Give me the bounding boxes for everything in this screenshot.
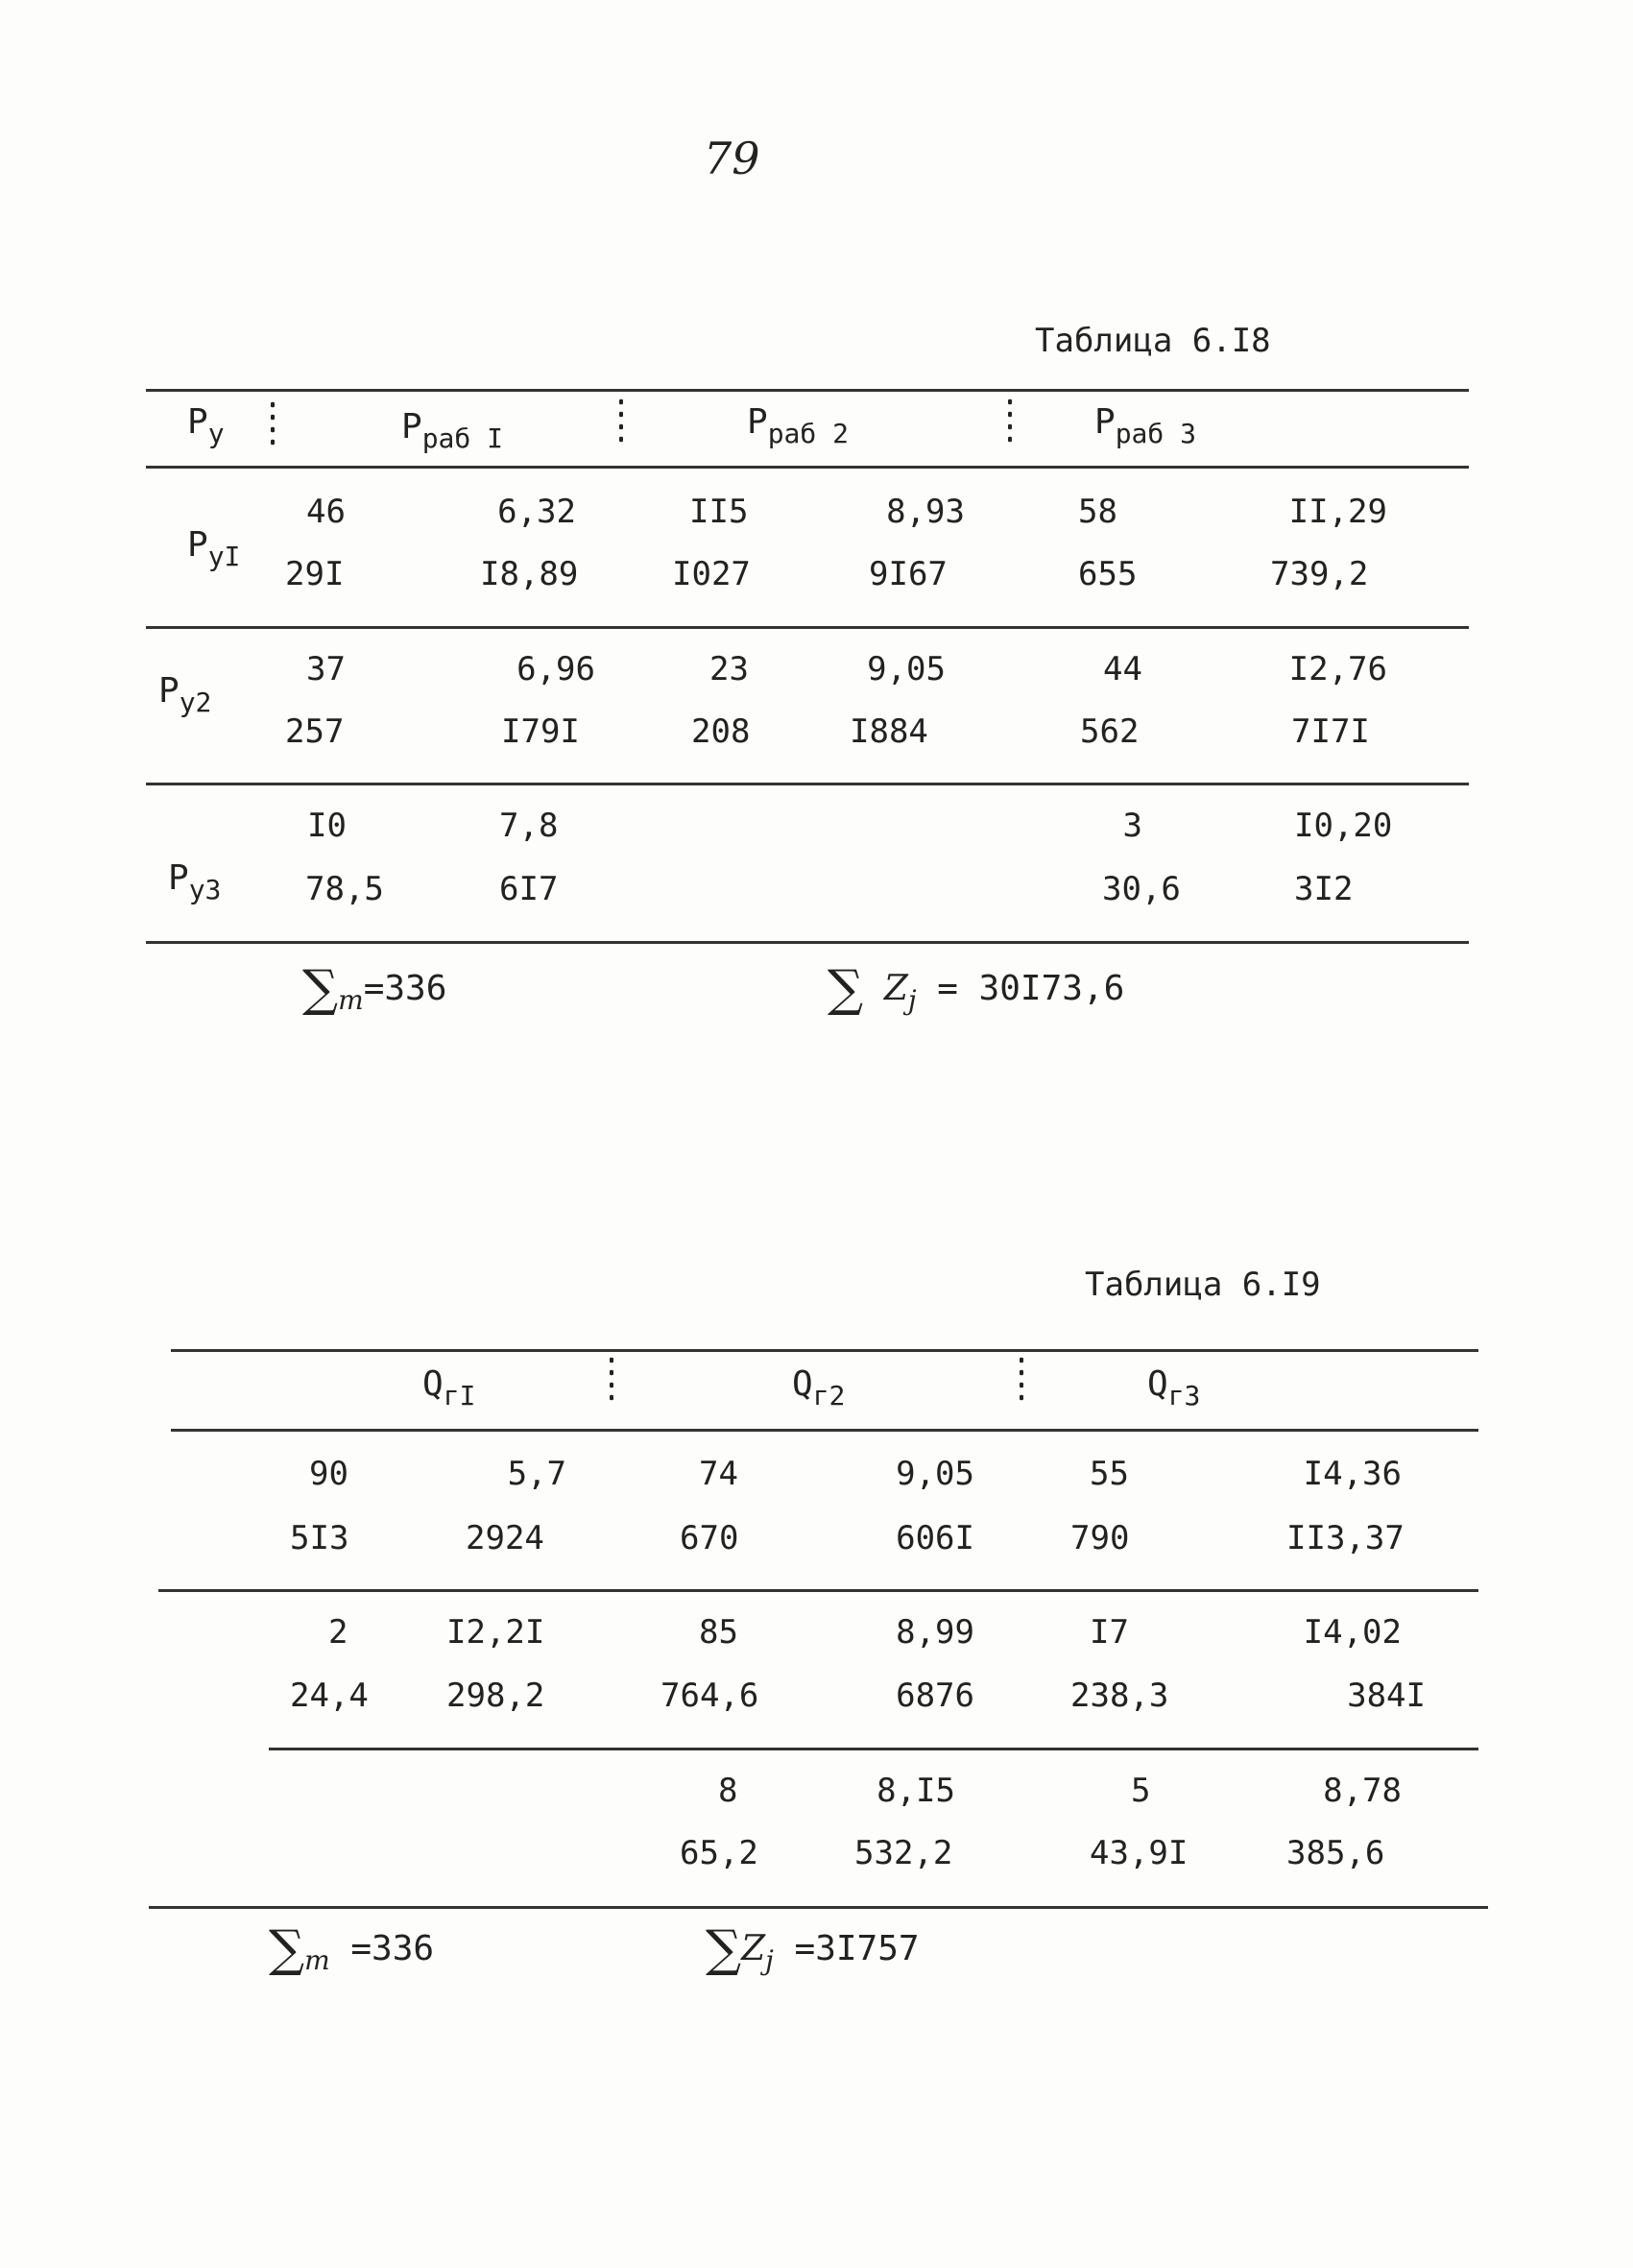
table-cell: I8,89 — [480, 555, 579, 593]
table-cell: 6I7 — [499, 870, 559, 908]
table-cell: 670 — [680, 1519, 739, 1557]
table1-header-divider — [271, 398, 275, 448]
table-cell: 85 — [699, 1613, 738, 1652]
table-cell: 8,78 — [1323, 1772, 1402, 1810]
table-cell: I4,36 — [1303, 1455, 1402, 1493]
table2-sum-m: $\sum_m =336$ — [269, 1920, 435, 1978]
table-cell: 6,96 — [516, 650, 595, 688]
table-cell: 90 — [309, 1455, 348, 1493]
table2-sum-z: $\sum Z_j =3I757$ — [706, 1920, 920, 1978]
table-cell: 6,32 — [497, 493, 576, 531]
table-cell: 764,6 — [660, 1677, 759, 1715]
table-cell: 208 — [691, 712, 751, 751]
table1-bottom-rule — [146, 941, 1469, 944]
table-cell: 43,9I — [1090, 1834, 1189, 1872]
table1-row-label-py3: $P_{у3}$ — [168, 858, 222, 905]
table2-header-qg2: $Q_{г2}$ — [792, 1364, 846, 1411]
table-cell: I79I — [501, 712, 580, 751]
table-cell: I4,02 — [1303, 1613, 1402, 1652]
table-cell: 6876 — [896, 1677, 974, 1715]
table1-header-rule — [146, 466, 1469, 469]
table2-header-qg3: $Q_{г3}$ — [1147, 1364, 1201, 1411]
table2-header-rule — [171, 1429, 1478, 1432]
table-cell: 44 — [1103, 650, 1142, 688]
table1-header-prab1: $P_{раб I}$ — [401, 407, 503, 454]
table-cell: 5I3 — [290, 1519, 349, 1557]
table-cell: 58 — [1078, 493, 1117, 531]
table2-header-qg1: $Q_{гI}$ — [422, 1364, 476, 1411]
table-cell: II3,37 — [1286, 1519, 1405, 1557]
table-cell: 65,2 — [680, 1834, 758, 1872]
table-cell: 37 — [306, 650, 346, 688]
table-cell: 23 — [709, 650, 749, 688]
table-cell: 8,I5 — [877, 1772, 955, 1810]
table-cell: I2,2I — [446, 1613, 545, 1652]
table-cell: 790 — [1070, 1519, 1130, 1557]
table-cell: 2924 — [466, 1519, 544, 1557]
table-cell: 384I — [1347, 1677, 1426, 1715]
table-cell: 74 — [699, 1455, 738, 1493]
table-cell: 298,2 — [446, 1677, 545, 1715]
table1-sum-m: $\sum_m=336$ — [302, 960, 447, 1018]
table-cell: 55 — [1090, 1455, 1129, 1493]
table-cell: 5 — [1131, 1772, 1151, 1810]
table1-header-prab3: $P_{раб 3}$ — [1094, 402, 1196, 449]
table-cell: 7,8 — [499, 807, 559, 845]
table1-row-label-py1: $P_{уI}$ — [187, 525, 241, 572]
table-cell: 257 — [285, 712, 345, 751]
table1-top-rule — [146, 389, 1469, 392]
table1-caption: Таблица 6.I8 — [1035, 322, 1271, 360]
table-cell: 24,4 — [290, 1677, 369, 1715]
table-cell: 9,05 — [867, 650, 946, 688]
table-cell: 532,2 — [854, 1834, 953, 1872]
table-cell: 8,99 — [896, 1613, 974, 1652]
table-cell: I0,20 — [1294, 807, 1393, 845]
table-cell: 30,6 — [1102, 870, 1181, 908]
table-cell: 8,93 — [886, 493, 965, 531]
table-cell: 46 — [306, 493, 346, 531]
table-cell: I0 — [307, 807, 347, 845]
table2-row-rule — [269, 1748, 1478, 1750]
table-cell: 562 — [1080, 712, 1140, 751]
table-cell: I2,76 — [1288, 650, 1387, 688]
table1-row-rule — [146, 783, 1469, 785]
table1-header-divider — [619, 396, 623, 446]
table-cell: 655 — [1078, 555, 1138, 593]
table-cell: 238,3 — [1070, 1677, 1169, 1715]
table-cell: 739,2 — [1270, 555, 1369, 593]
table2-top-rule — [171, 1349, 1478, 1352]
table-cell: II5 — [689, 493, 749, 531]
table1-header-divider — [1008, 396, 1012, 446]
table2-header-divider — [610, 1354, 613, 1404]
table2-caption: Таблица 6.I9 — [1085, 1266, 1321, 1304]
table-cell: 9,05 — [896, 1455, 974, 1493]
table2-row-rule — [158, 1589, 1478, 1592]
table1-sum-z: ∑ $Z_j = 30I73,6$ — [828, 960, 1125, 1018]
table-cell: 385,6 — [1286, 1834, 1385, 1872]
table2-bottom-rule — [149, 1906, 1488, 1909]
table-cell: 3I2 — [1294, 870, 1354, 908]
table1-header-py: $P_у$ — [187, 402, 225, 449]
table-cell: 3 — [1122, 807, 1142, 845]
page-number: 79 — [704, 133, 760, 184]
table-cell: I027 — [672, 555, 751, 593]
table1-row-rule — [146, 626, 1469, 629]
table-cell: 5,7 — [507, 1455, 566, 1493]
table2-header-divider — [1020, 1354, 1023, 1404]
table-cell: I7 — [1090, 1613, 1129, 1652]
table-cell: 606I — [896, 1519, 974, 1557]
table-cell: 78,5 — [305, 870, 384, 908]
table-cell: 9I67 — [869, 555, 948, 593]
table-cell: II,29 — [1288, 493, 1387, 531]
table-cell: I884 — [850, 712, 928, 751]
table-cell: 2 — [328, 1613, 348, 1652]
table-cell: 29I — [285, 555, 345, 593]
table-cell: 7I7I — [1291, 712, 1370, 751]
table1-header-prab2: $P_{раб 2}$ — [747, 402, 849, 449]
table1-row-label-py2: $P_{у2}$ — [158, 671, 212, 718]
table-cell: 8 — [718, 1772, 738, 1810]
